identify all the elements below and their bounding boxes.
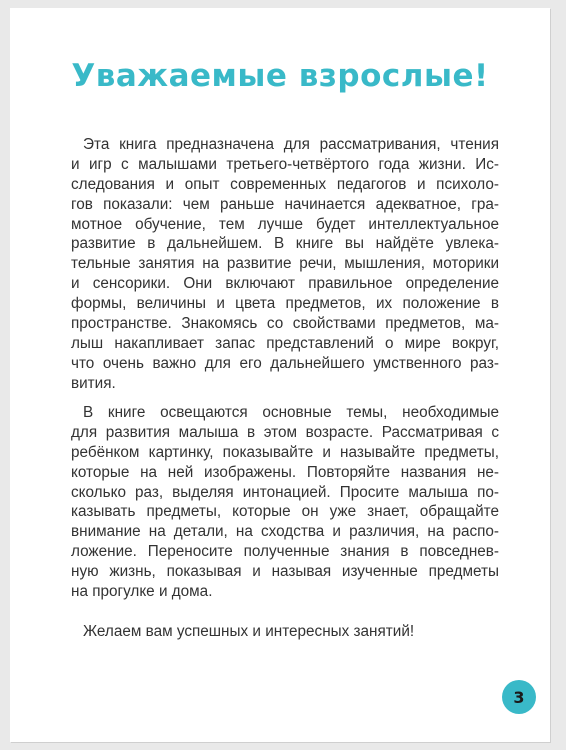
text-line: которые на ней изображены. Повторяйте названия не- bbox=[71, 463, 499, 481]
text-line: ную жизнь, показывая и называя изученные предметы bbox=[71, 563, 499, 581]
text-line: на прогулке и дома. bbox=[71, 583, 213, 601]
paragraph-intro bbox=[71, 135, 499, 394]
page-title: Уважаемые взрослые! bbox=[71, 58, 489, 94]
paragraph-closing bbox=[71, 622, 499, 642]
text-line: и игр с малышами третьего-четвёртого года жизни. Ис- bbox=[71, 155, 499, 173]
text-line: В книге освещаются основные темы, необходимые bbox=[83, 404, 499, 421]
text-line: следования и опыт современных педагогов и психоло- bbox=[71, 175, 499, 193]
text-line: тельные занятия на развитие речи, мышления, моторики bbox=[71, 255, 499, 273]
text-line: вития. bbox=[71, 374, 116, 392]
text-line: Эта книга предназначена для рассматривания, чтения bbox=[83, 136, 499, 153]
text-line: формы, величины и цвета предметов, их положение в bbox=[71, 295, 499, 313]
text-line: гов показали: чем раньше начинается адекватное, гра- bbox=[71, 195, 499, 213]
paragraph-topics bbox=[71, 403, 499, 602]
text-line: казывать предметы, которые он уже знает, обращайте bbox=[71, 503, 499, 521]
text-line: Желаем вам успешных и интересных занятий! bbox=[83, 623, 415, 640]
text-line: для развития малыша в этом возрасте. Рассматривая с bbox=[71, 423, 499, 441]
text-line: что очень важно для его дальнейшего умственного раз- bbox=[71, 354, 499, 372]
text-line: развитие в дальнейшем. В книге вы найдёте увлека- bbox=[71, 235, 499, 253]
page-number-badge bbox=[502, 680, 536, 714]
text-line: мотное обучение, тем лучше будет интеллектуальное bbox=[71, 215, 499, 233]
text-line: и сенсорики. Они включают правильное определение bbox=[71, 275, 499, 293]
text-line: сколько раз, выделяя интонацией. Просите малыша по- bbox=[71, 483, 499, 501]
text-line: лыш накапливает запас представлений о мире вокруг, bbox=[71, 334, 499, 352]
text-line: ложение. Переносите полученные знания в повседнев- bbox=[71, 543, 499, 561]
text-line: внимание на детали, на сходства и различия, на распо- bbox=[71, 523, 499, 541]
text-line: пространстве. Знакомясь со свойствами предметов, ма- bbox=[71, 315, 499, 333]
page-number: 3 bbox=[513, 687, 525, 707]
text-line: ребёнком картинку, показывайте и называйте предметы, bbox=[71, 443, 499, 461]
book-page bbox=[10, 8, 550, 742]
